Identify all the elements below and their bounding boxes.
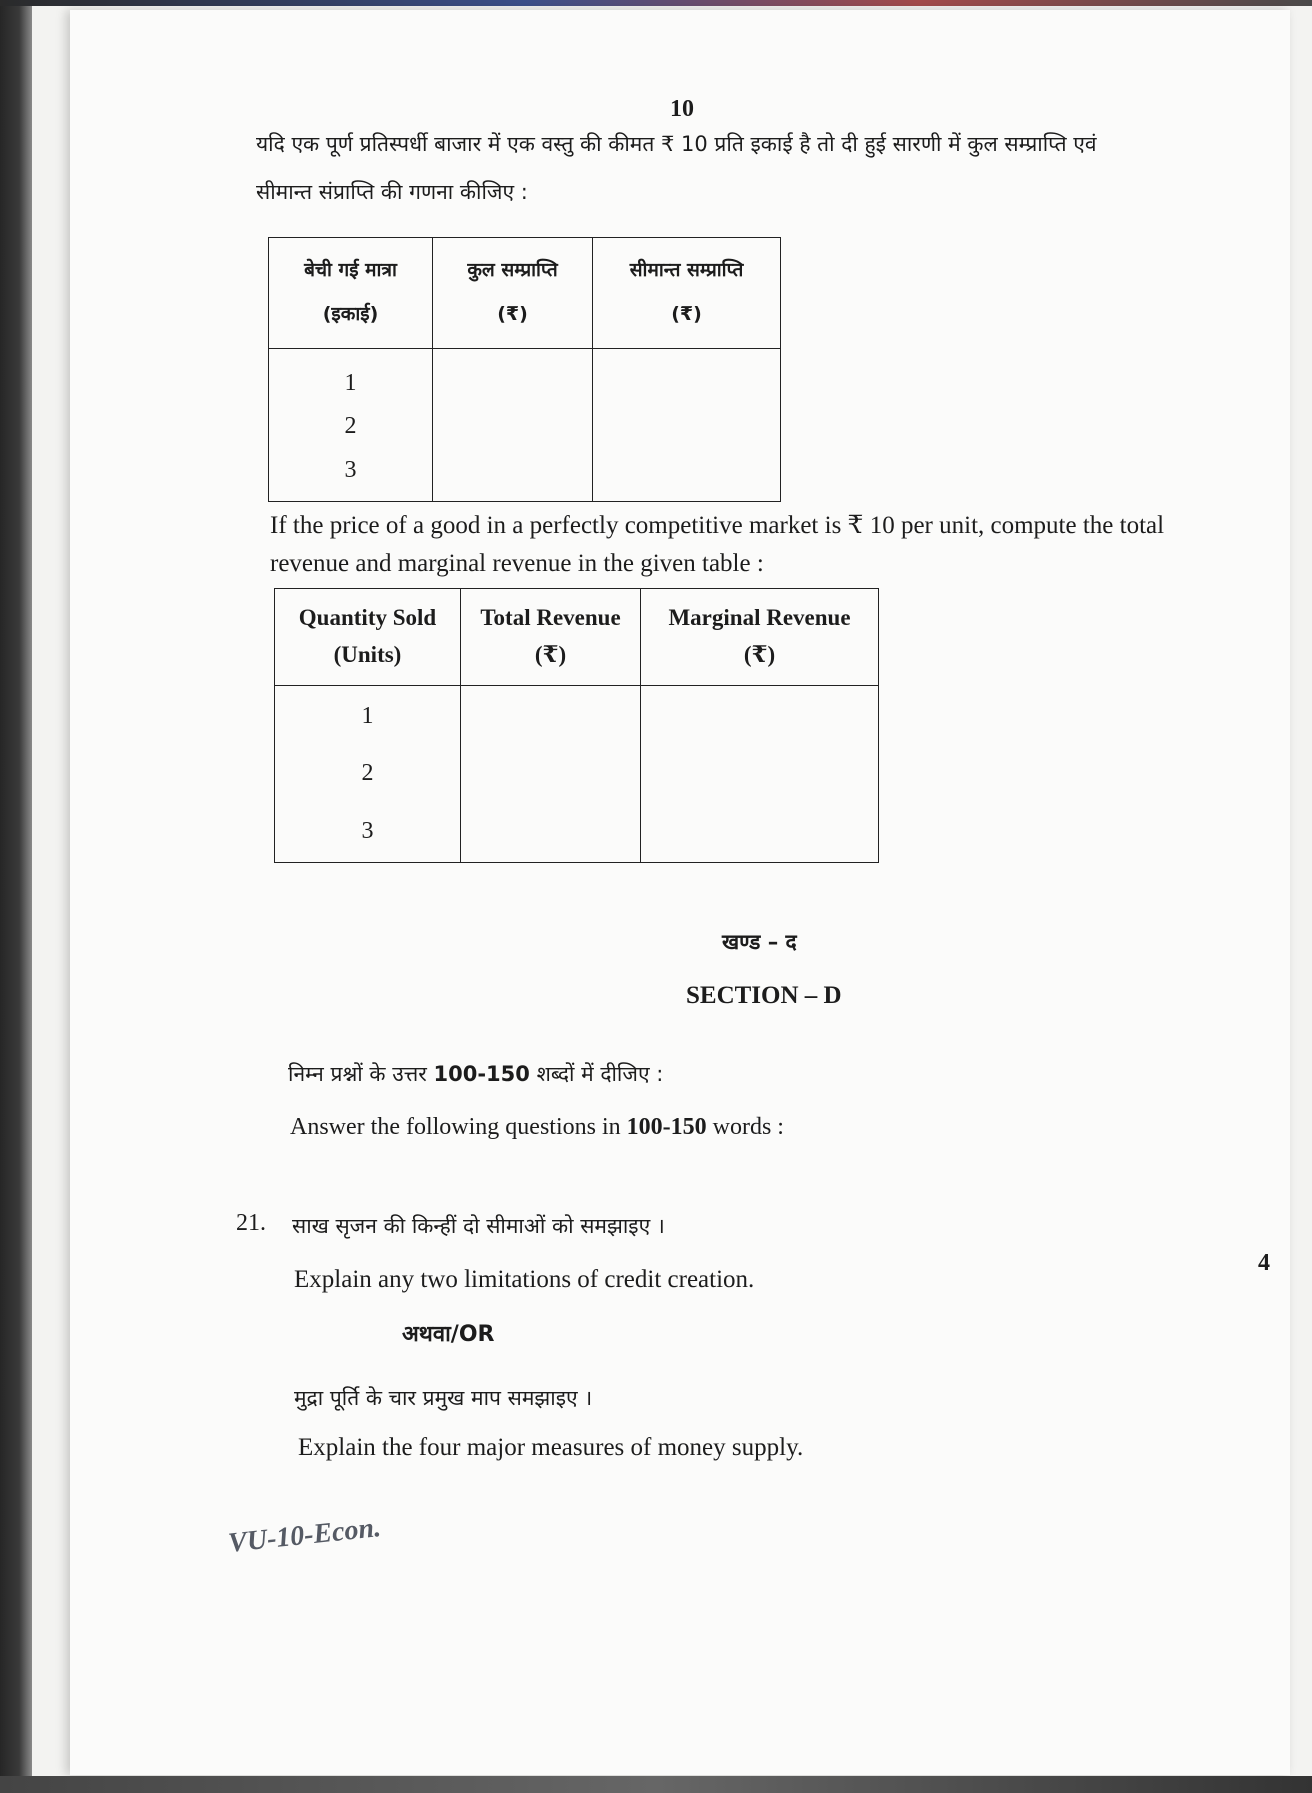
header-line: Marginal Revenue	[668, 605, 851, 631]
question-marks: 4	[1258, 1250, 1270, 1276]
scan-bottom-strip	[0, 1776, 1312, 1793]
header-line: (₹)	[743, 642, 776, 667]
table-cell: 1	[361, 702, 374, 729]
english-revenue-table	[274, 588, 879, 863]
table-cell: 1	[344, 370, 357, 397]
english-quantity-cells	[275, 686, 461, 863]
alt-question-hindi: मुद्रा पूर्ति के चार प्रमुख माप समझाइए ।	[294, 1386, 593, 1410]
instr-text: निम्न प्रश्नों के उत्तर	[288, 1062, 434, 1086]
alt-question-english: Explain the four major measures of money supply.	[298, 1434, 804, 1461]
hindi-question-line-1: यदि एक पूर्ण प्रतिस्पर्धी बाजार में एक वस्तु की कीमत ₹ 10 प्रति इकाई है तो दी हुई सारणी में कुल सम्प्राप्ति एवं	[256, 132, 1097, 156]
table-cell: 2	[361, 760, 374, 787]
question-hindi: साख सृजन की किन्हीं दो सीमाओं को समझाइए ।	[292, 1214, 665, 1238]
question-english: Explain any two limitations of credit creation.	[294, 1266, 755, 1293]
hindi-marginal-revenue-blank	[593, 349, 781, 502]
header-line: (₹)	[671, 303, 702, 325]
or-label: अथवा/OR	[402, 1322, 495, 1347]
header-line: Quantity Sold	[298, 605, 437, 631]
section-heading-hindi: खण्ड – द	[722, 930, 797, 954]
english-question-line-1: If the price of a good in a perfectly competitive market is ₹ 10 per unit, compute the total	[270, 512, 1165, 539]
hindi-revenue-table	[268, 237, 781, 502]
scan-top-strip	[0, 0, 1312, 6]
english-marginal-revenue-blank	[641, 686, 879, 863]
header-line: कुल सम्प्राप्ति	[467, 259, 558, 282]
hindi-quantity-cells	[269, 349, 433, 502]
english-total-revenue-blank	[461, 686, 641, 863]
hindi-col-marginal-revenue	[593, 238, 781, 349]
table-cell: 3	[344, 456, 357, 483]
english-col-quantity	[275, 589, 461, 686]
page-number: 10	[670, 96, 694, 122]
header-line: (Units)	[333, 642, 402, 667]
hindi-col-total-revenue	[433, 238, 593, 349]
header-line: बेची गई मात्रा	[304, 259, 397, 282]
instr-text: Answer the following questions in	[290, 1114, 627, 1140]
hindi-question-line-2: सीमान्त संप्राप्ति की गणना कीजिए :	[256, 180, 528, 204]
instructions-english	[290, 1114, 784, 1141]
instr-word-limit: 100-150	[433, 1062, 530, 1086]
question-number: 21.	[236, 1210, 266, 1236]
scan-dark-edge	[0, 0, 32, 1793]
paper-code: VU-10-Econ.	[226, 1512, 383, 1559]
header-line: Total Revenue	[480, 605, 621, 631]
hindi-total-revenue-blank	[433, 349, 593, 502]
header-line: (इकाई)	[322, 303, 379, 325]
english-question-line-2: revenue and marginal revenue in the given table :	[270, 550, 764, 577]
instr-word-limit: 100-150	[626, 1114, 707, 1140]
english-col-marginal-revenue	[641, 589, 879, 686]
english-col-total-revenue	[461, 589, 641, 686]
header-line: (₹)	[497, 303, 528, 325]
instr-text: words :	[706, 1114, 784, 1140]
table-cell: 2	[344, 413, 357, 440]
instr-text: शब्दों में दीजिए :	[529, 1062, 664, 1086]
table-cell: 3	[361, 817, 374, 844]
header-line: सीमान्त सम्प्राप्ति	[629, 259, 744, 282]
hindi-col-quantity	[269, 238, 433, 349]
section-heading-english: SECTION – D	[686, 982, 842, 1009]
header-line: (₹)	[534, 642, 567, 667]
instructions-hindi	[288, 1060, 663, 1088]
